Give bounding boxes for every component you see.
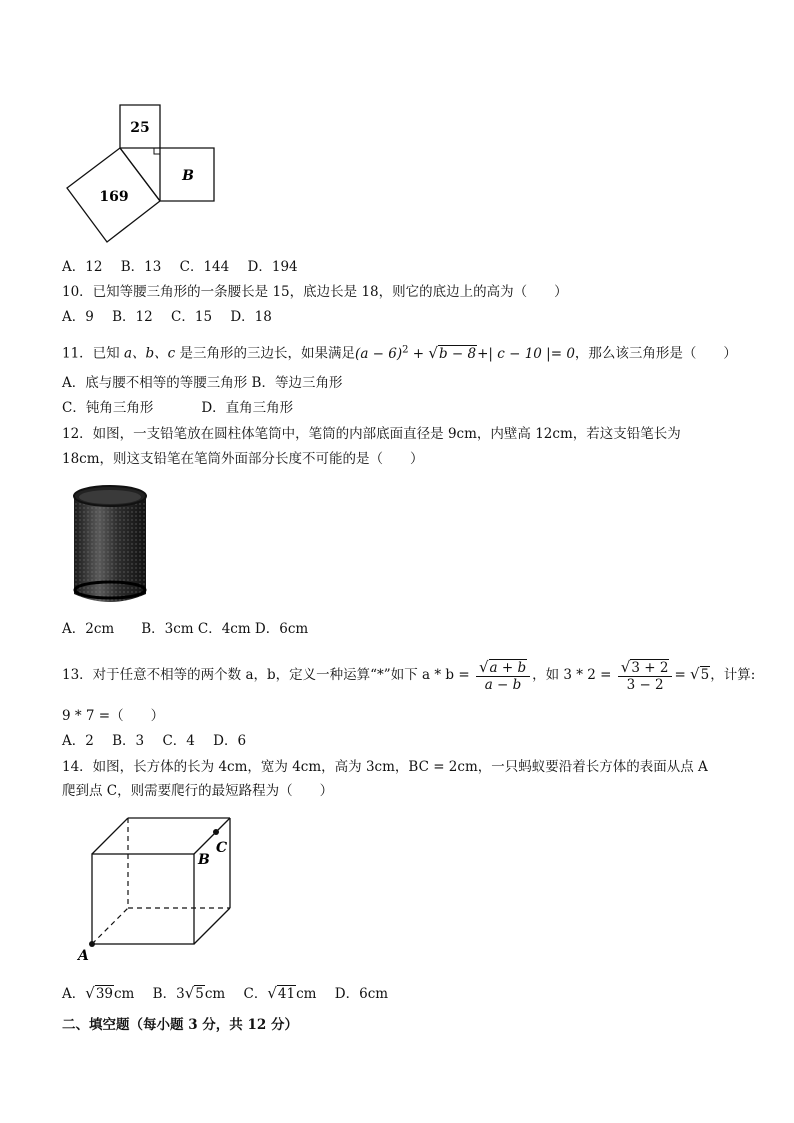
q9-label-169: 169: [99, 189, 129, 205]
q14-point-c: [213, 829, 219, 835]
q13-stem: 13．对于任意不相等的两个数 a，b，定义一种运算“*”如下 a * b = $\frac{√a + b}{a - b}$ ，如 3 * 2 = $\frac{√3 + 2}{3 - 2}$ = √5，计算:: [62, 657, 756, 693]
q11-options-2: [62, 399, 293, 417]
q13-option-b[interactable]: B．3: [112, 733, 145, 749]
q13-option-d[interactable]: D．6: [213, 733, 247, 749]
q13-stem-2: 9 * 7 =（ ）: [62, 708, 165, 724]
q10-options: [62, 308, 272, 326]
q12-stem-1: 12．如图，一支铅笔放在圆柱体笔筒中，笔筒的内部底面直径是 9cm，内壁高 12cm，若这支铅笔长为: [62, 426, 681, 442]
q9-figure: [62, 100, 222, 245]
q14-label-c: C: [216, 840, 228, 856]
q14-stem-2: 爬到点 C，则需要爬行的最短路程为（ ）: [62, 783, 334, 799]
q11-option-c[interactable]: C．钝角三角形: [62, 400, 154, 416]
q14-option-d[interactable]: D．6cm: [334, 986, 389, 1002]
q14-label-b: B: [198, 852, 210, 868]
q14-options: [62, 984, 388, 1003]
q11-equation: $(a - 6)^2 + √b - 8+|$ c − 10 |= 0: [355, 343, 575, 362]
q12-stem-2: 18cm，则这支铅笔在笔筒外面部分长度不可能的是（ ）: [62, 451, 424, 467]
q14-option-b[interactable]: B．3√5cm: [152, 984, 226, 1002]
q14-stem-1: 14．如图，长方体的长为 4cm，宽为 4cm，高为 3cm，BC = 2cm，一只蚂蚁要沿着长方体的表面从点 A: [62, 759, 708, 775]
q9-label-25: 25: [130, 120, 150, 136]
q14-point-a: [89, 941, 95, 947]
q11-options-1[interactable]: A．底与腰不相等的等腰三角形 B．等边三角形: [62, 375, 343, 391]
q9-options: [62, 258, 298, 276]
q9-option-d[interactable]: D．194: [247, 259, 298, 275]
q10-stem: 10．已知等腰三角形的一条腰长是 15，底边长是 18，则它的底边上的高为（ ）: [62, 284, 568, 300]
q13-options: [62, 732, 246, 750]
q13-fraction-2: $\frac{√3 + 2}{3 - 2}$: [618, 659, 673, 693]
q13-option-c[interactable]: C．4: [162, 733, 195, 749]
q14-option-c[interactable]: C．√41cm: [243, 984, 317, 1002]
q13-fraction-1: $\frac{√a + b}{a - b}$: [476, 659, 530, 693]
q12-options[interactable]: A．2cm B．3cm C．4cm D．6cm: [62, 621, 309, 637]
q11-stem: 11．已知 a、b、c 是三角形的三边长，如果满足$(a - 6)^2 + √b - 8+|$ c − 10 |= 0，那么该三角形是（ ）: [62, 343, 737, 362]
q14-option-a[interactable]: A．√39cm: [62, 984, 135, 1002]
q9-option-b[interactable]: B．13: [120, 259, 162, 275]
q14-cuboid-figure: [70, 810, 250, 965]
q13-option-a[interactable]: A．2: [62, 733, 94, 749]
q10-option-b[interactable]: B．12: [112, 309, 153, 325]
q9-label-b: B: [182, 168, 194, 184]
q11-option-d[interactable]: D．直角三角形: [201, 400, 294, 416]
q9-option-a[interactable]: A．12: [62, 259, 103, 275]
q14-label-a: A: [78, 948, 89, 964]
q9-option-c[interactable]: C．144: [179, 259, 230, 275]
q10-option-d[interactable]: D．18: [230, 309, 272, 325]
q12-pen-holder-figure: [70, 482, 150, 610]
q10-option-a[interactable]: A．9: [62, 309, 94, 325]
q10-option-c[interactable]: C．15: [171, 309, 213, 325]
section-2-heading: 二、填空题（每小题 3 分，共 12 分）: [62, 1017, 298, 1033]
